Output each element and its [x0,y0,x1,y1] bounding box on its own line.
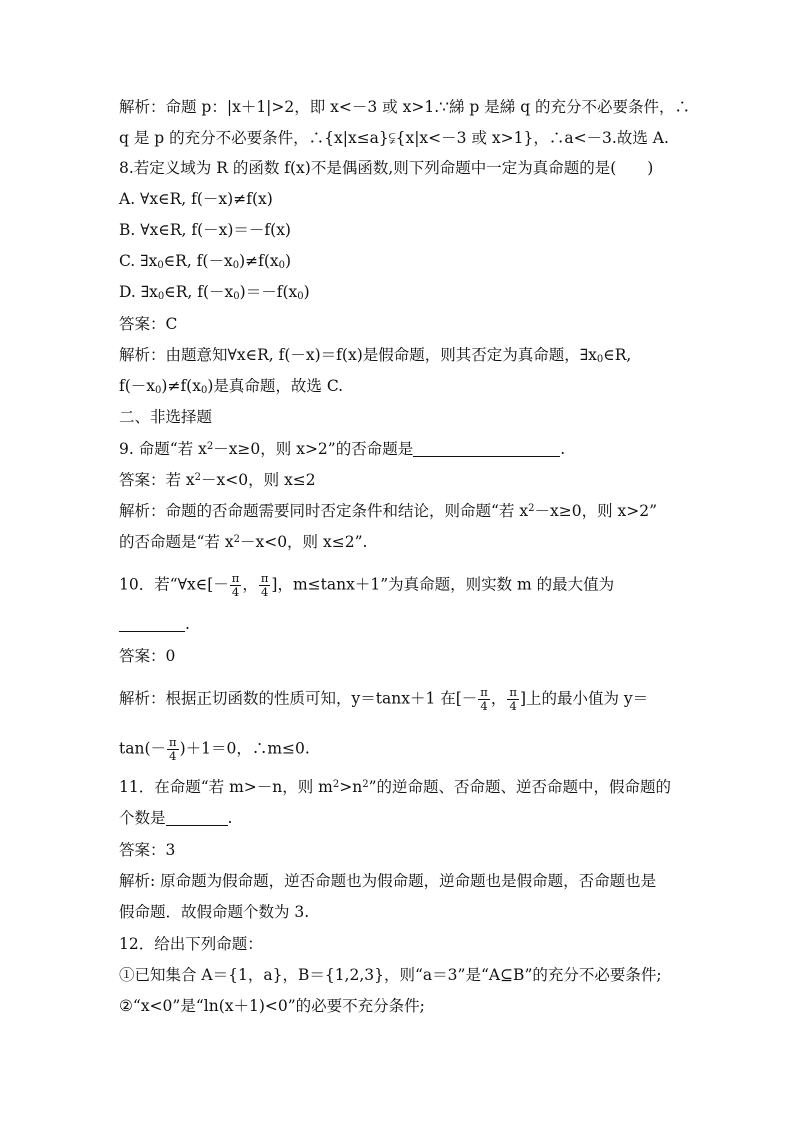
question-8-solution-line-2: $f(-x_0)\ne f(x_0)$是真命题，故选 C. [119,377,344,396]
solution-7-line-1: 解析：命题 p：|x＋1|>2，即 x<－3 或 x>1.∵綈 p 是綈 q 的充分不必要条件，∴ [119,98,691,116]
question-8-option-c: C. $\exists x_0\in R$, $f(-x_0)\ne f(x_0)$ [119,252,292,271]
question-9-solution-line-1: 解析：命题的否命题需要同时否定条件和结论，则命题“若 $x^2-x\ge 0$，则 x>2” [119,502,658,520]
question-8-option-a: A. ∀x∈R, f(－x)≠f(x) [119,190,273,208]
question-8-option-b: B. ∀x∈R, f(－x)＝－f(x) [119,221,291,239]
question-10-stem: 10．若“∀x∈[－ $\frac{\pi}{4}$ ， $\frac{\pi}{4}$ ]，m≤tanx＋1”为真命题，则实数 m 的最大值为 [119,571,615,599]
question-10-solution-line-2: tan(－ $\frac{\pi}{4}$ )＋1＝0，∴m≤0. [119,735,310,763]
question-11-solution-line-2: 假命题．故假命题个数为 3. [119,903,310,921]
answer-blank [413,440,560,457]
fraction-pi-over-4: $\frac{\pi}{4}$ [260,571,269,599]
question-11-solution-line-1: 解析: 原命题为假命题，逆否命题也为假命题，逆命题也是假命题，否命题也是 [119,872,657,890]
answer-blank [119,615,185,632]
question-11-stem: 11．在命题“若 m>－n，则 $m^2>n^2$”的逆命题、否命题、逆否命题中，假命题的 [119,778,672,796]
answer-blank [166,809,228,826]
section-heading: 二、非选择题 [119,408,213,426]
question-9-answer: 答案：若 $x^2-x<0$，则 x≤2 [119,471,316,489]
question-8-solution-line-1: 解析：由题意知∀x∈R, f(－x)＝f(x)是假命题，则其否定为真命题，$\exists x_0\in R$, [119,346,632,365]
question-12-item-2: ②“x<0”是“ln(x＋1)<0”的必要不充分条件; [119,997,425,1015]
question-10-answer: 答案：0 [119,647,176,665]
question-11-answer: 答案：3 [119,841,176,859]
question-8-stem: 8.若定义域为 R 的函数 f(x)不是偶函数,则下列命题中一定为真命题的是( ) [119,159,654,177]
question-9-solution-line-2: 的否命题是“若 $x^2-x<0$，则 x≤2”. [119,533,368,551]
question-12-item-1: ①已知集合 A＝{1，a}，B＝{1,2,3}，则“a＝3”是“A⊆B”的充分不必要条件; [119,966,662,984]
solution-7-line-2: q 是 p 的充分不必要条件，∴{x|x≤a}⫋{x|x<－3 或 x>1}，∴a<－3.故选 A. [119,129,669,147]
question-10-blank-line: . [119,614,190,634]
question-11-blank-line: 个数是 . [119,809,233,827]
fraction-pi-over-4: $\frac{\pi}{4}$ [509,685,517,713]
fraction-pi-over-4: $\frac{\pi}{4}$ [169,735,177,763]
question-8-answer: 答案：C [119,315,178,333]
question-9-stem: 9. 命题“若 $x^2-x\ge 0$，则 x>2”的否命题是 . [119,440,566,458]
fraction-pi-over-4: $\frac{\pi}{4}$ [480,685,488,713]
fraction-pi-over-4: $\frac{\pi}{4}$ [231,571,240,599]
question-8-option-d: D. $\exists x_0\in R$, $f(-x_0)=-f(x_0)$ [119,283,310,302]
question-12-stem: 12．给出下列命题： [119,935,263,953]
question-10-solution-line-1: 解析：根据正切函数的性质可知，y＝tanx＋1 在[－ $\frac{\pi}{4}$ ， $\frac{\pi}{4}$ ]上的最小值为 y＝ [119,685,649,713]
